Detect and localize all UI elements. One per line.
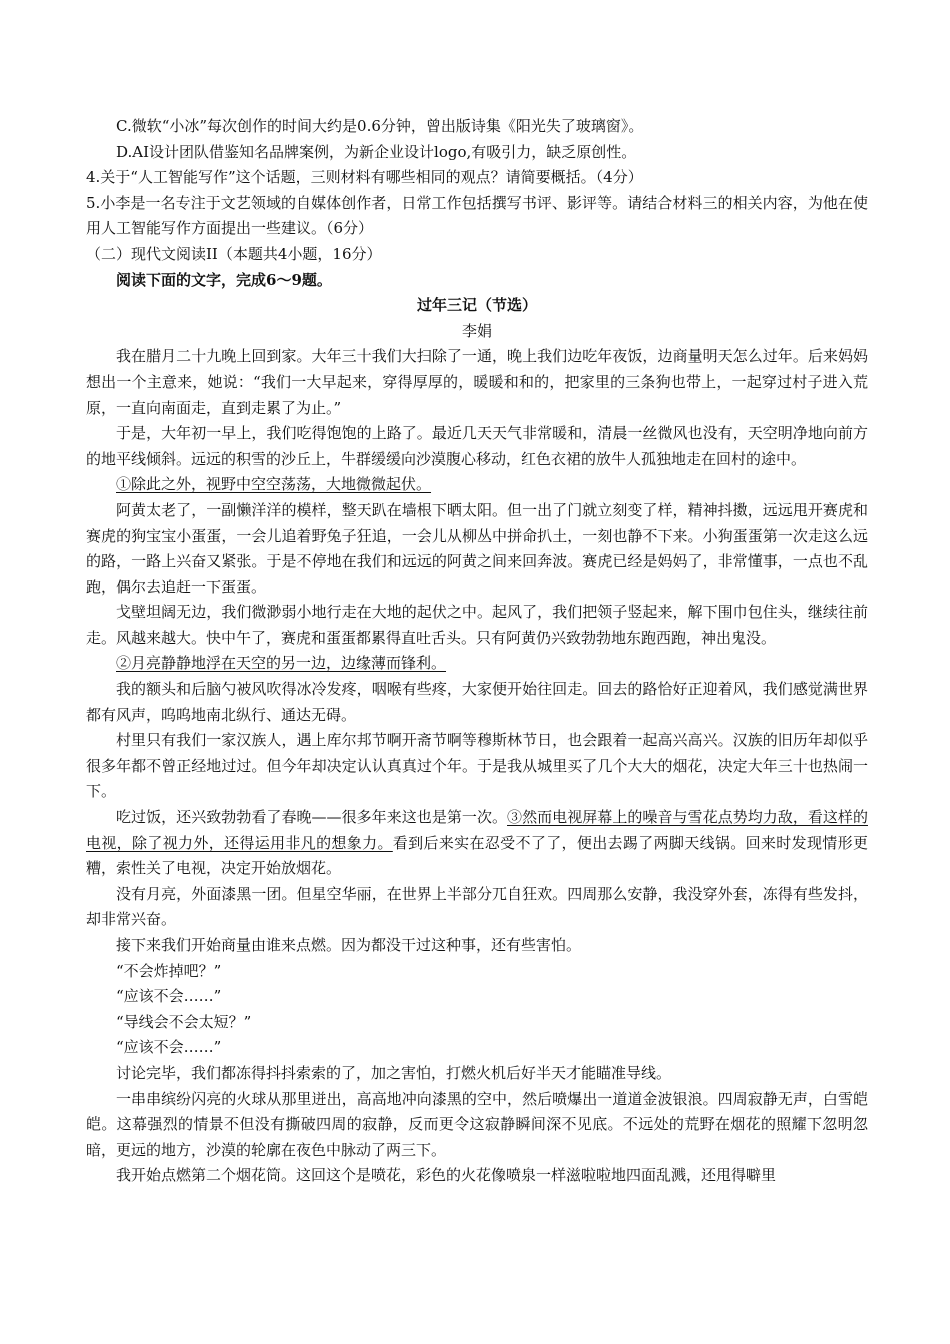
paragraph: 我开始点燃第二个烟花筒。这回这个是喷花，彩色的火花像喷泉一样滋啦啦地四面乱溅，还甩得噼里: [116, 1166, 777, 1185]
underlined-text: ②月亮静静地浮在天空的另一边，边缘薄而锋利。: [116, 654, 447, 673]
underlined-sentence-3: ③然而电视屏幕上的噪音与雪花点势均力敌，看这样的电视，除了视力外，还得运用非凡的想象力。: [86, 808, 868, 852]
paragraph: 接下来我们开始商量由谁来点燃。因为都没干过这种事，还有些害怕。: [116, 936, 582, 954]
paragraph: 我在腊月二十九晚上回到家。大年三十我们大扫除了一通，晚上我们边吃年夜饭，边商量明天怎么过年。后来妈妈想出一个主意来，她说：“我们一大早起来，穿得厚厚的，暖暖和和的，把家里的三条狗也带上，一起穿过村子进入荒原，一直向南面走，直到走累了为止。”: [86, 347, 868, 417]
text-span: 吃过饭，还兴致勃勃看了春晚——很多年来这也是第一次。: [116, 808, 508, 827]
paragraph: 一串串缤纷闪亮的火球从那里迸出，高高地冲向漆黑的空中，然后喷爆出一道道金波银浪。四周寂静无声，白雪皑皑。这幕强烈的情景不但没有撕破四周的寂静，反而更令这寂静瞬间深不见底。不远处的荒野在烟花的照耀下忽明忽暗，更远的地方，沙漠的轮廓在夜色中脉动了两三下。: [86, 1089, 868, 1159]
question-5: 5.小李是一名专注于文艺领域的自媒体创作者，日常工作包括撰写书评、影评等。请结合材料三的相关内容，为他在使用人工智能写作方面提出一些建议。（6分）: [86, 193, 868, 238]
option-d: D.AI设计团队借鉴知名品牌案例，为新企业设计logo,有吸引力，缺乏原创性。: [116, 142, 637, 161]
paragraph: 戈壁坦阔无边，我们微渺弱小地行走在大地的起伏之中。起风了，我们把领子竖起来，解下围巾包住头，继续往前走。风越来越大。快中午了，赛虎和蛋蛋都累得直吐舌头。只有阿黄仍兴致勃勃地东跑西跑，神出鬼没。: [86, 603, 868, 647]
dialogue-line: “应该不会……”: [116, 1038, 222, 1057]
paragraph: 没有月亮，外面漆黑一团。但星空华丽，在世界上半部分兀自狂欢。四周那么安静，我没穿外套，冻得有些发抖，却非常兴奋。: [86, 884, 868, 929]
section-heading: （二）现代文阅读II（本题共4小题，16分）: [86, 244, 382, 263]
paragraph: 阿黄太老了，一副懒洋洋的模样，整天趴在墙根下晒太阳。但一出了门就立刻变了样，精神抖擞，远远甩开赛虎和赛虎的狗宝宝小蛋蛋，一会儿追着野兔子狂追，一会儿从柳丛中拼命扒土，一刻也静不下来。小狗蛋蛋第一次走这么远的路，一路上兴奋又紧张。于是不停地在我们和远远的阿黄之间来回奔波。赛虎已经是妈妈了，非常懂事，一点也不乱跑，偶尔去追赶一下蛋蛋。: [86, 500, 868, 596]
paragraph-with-underline: [86, 805, 868, 882]
paragraph: 我的额头和后脑勺被风吹得冰冷发疼，咽喉有些疼，大家便开始往回走。回去的路恰好正迎着风，我们感觉满世界都有风声，呜呜地南北纵行、通达无碍。: [86, 680, 868, 724]
underlined-sentence-1: [86, 472, 868, 498]
reading-instruction: 阅读下面的文字，完成6～9题。: [116, 270, 332, 289]
article-title: 过年三记（节选）: [416, 296, 537, 315]
option-c: C.微软“小冰”每次创作的时间大约是0.6分钟，曾出版诗集《阳光失了玻璃窗》。: [116, 117, 644, 135]
paragraph: 村里只有我们一家汉族人，遇上库尔邦节啊开斋节啊等穆斯林节日，也会跟着一起高兴高兴。汉族的旧历年却似乎很多年都不曾正经地过过。但今年却决定认认真真过个年。于是我从城里买了几个大大的烟花，决定大年三十也热闹一下。: [86, 731, 868, 801]
dialogue-line: “应该不会……”: [116, 987, 222, 1006]
question-4: 4.关于“人工智能写作”这个话题，三则材料有哪些相同的观点？请简要概括。（4分）: [86, 168, 643, 187]
paragraph: 于是，大年初一早上，我们吃得饱饱的上路了。最近几天天气非常暖和，清晨一丝微风也没有，天空明净地向前方的地平线倾斜。远远的积雪的沙丘上，牛群缓缓向沙漠腹心移动，红色衣裙的放牛人孤独地走在回村的途中。: [86, 424, 868, 468]
paragraph: 讨论完毕，我们都冻得抖抖索索的了，加之害怕，打燃火机后好半天才能瞄准导线。: [116, 1063, 672, 1082]
article-author: 李娟: [461, 321, 492, 340]
dialogue-line: “不会炸掉吧？”: [116, 961, 222, 980]
dialogue-line: “导线会不会太短？”: [116, 1012, 252, 1031]
text-span: 看到后来实在忍受不了了，便出去踢了两脚天线锅。回来时发现情形更糟，索性关了电视，决定开始放烟花。: [86, 833, 868, 878]
underlined-sentence-2: [86, 651, 868, 677]
underlined-text: ①除此之外，视野中空空荡荡，大地微微起伏。: [116, 475, 432, 494]
